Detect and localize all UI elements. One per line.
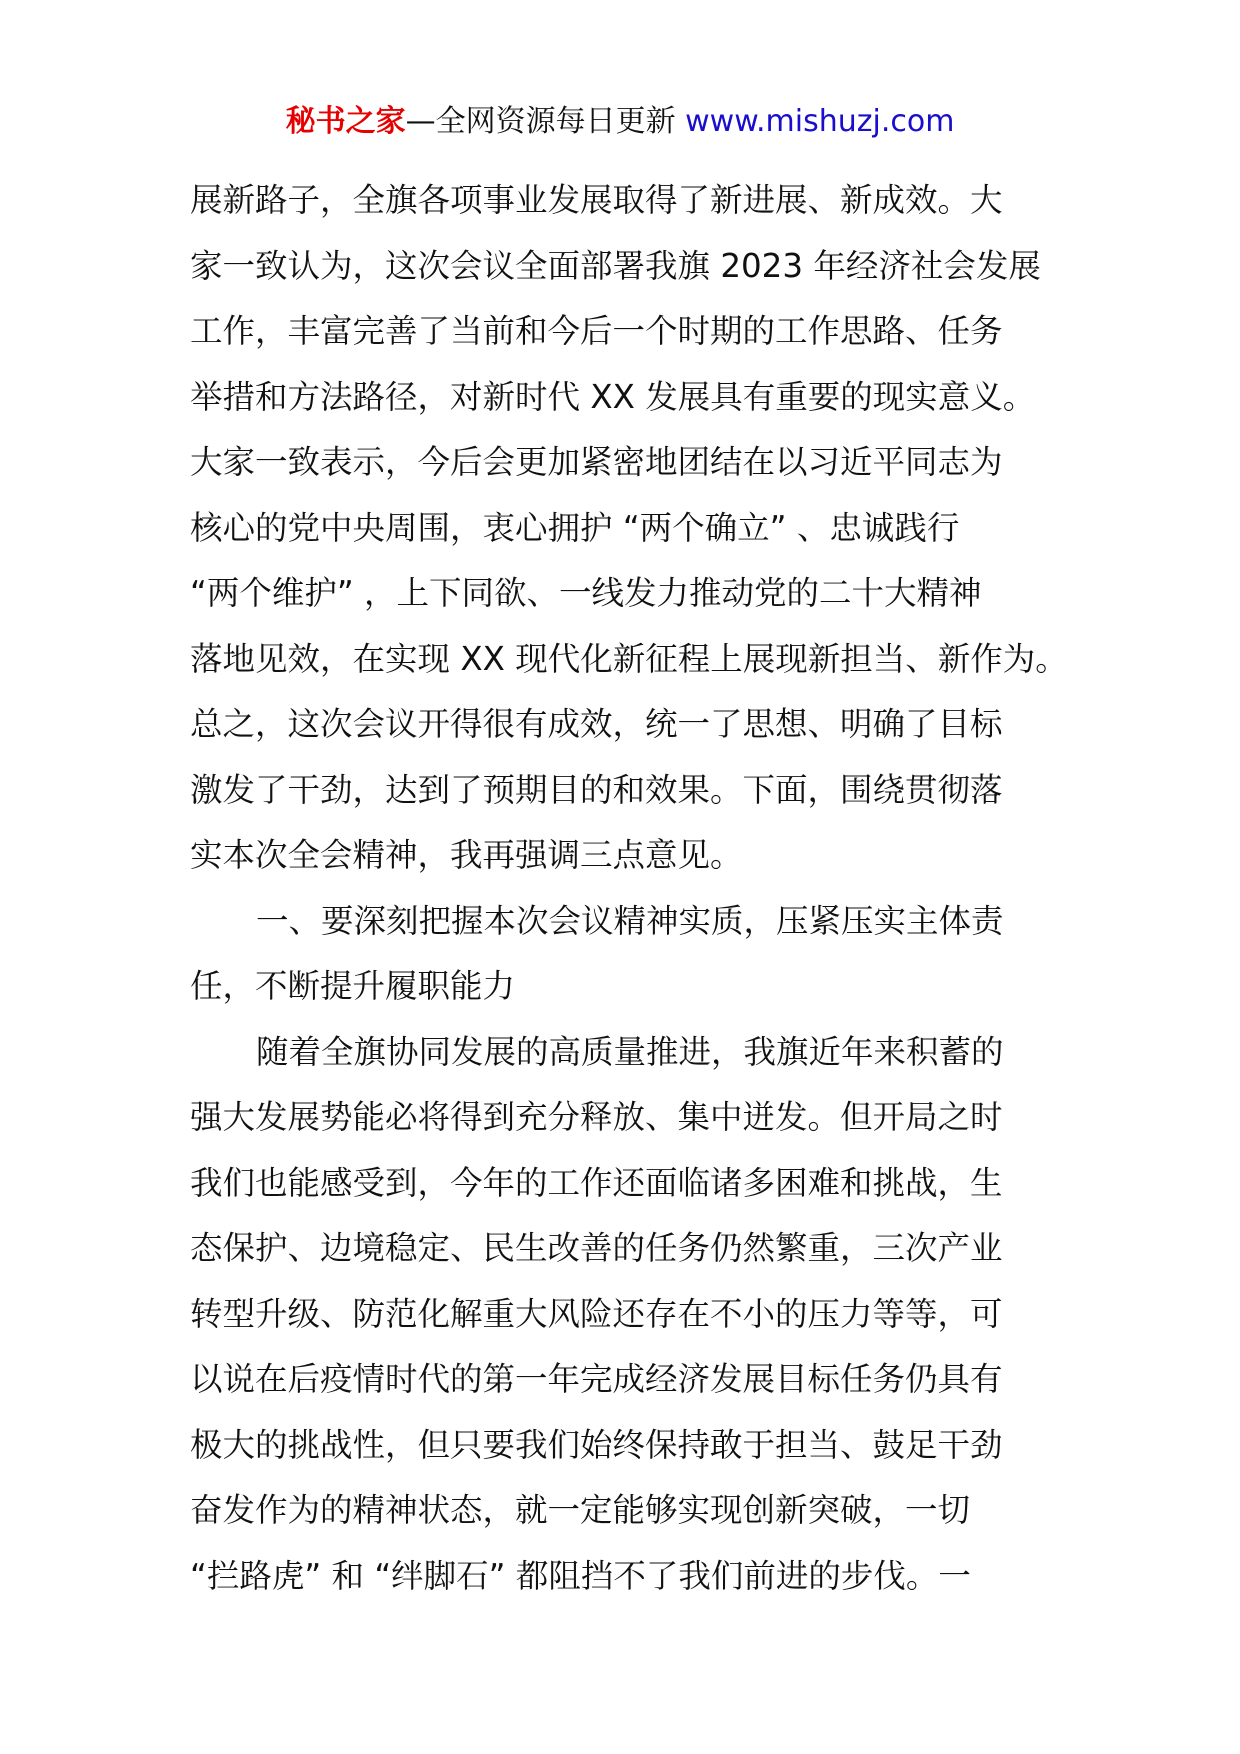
body-line: 总之，这次会议开得很有成效，统一了思想、明确了目标	[190, 705, 1003, 743]
header-tagline: —全网资源每日更新	[405, 104, 676, 139]
body-line: 落地见效，在实现 XX 现代化新征程上展现新担当、新作为。	[190, 639, 1068, 678]
document-body	[190, 168, 1090, 1609]
body-line: 大家一致表示，今后会更加紧密地团结在以习近平同志为	[190, 443, 1003, 481]
body-line: 我们也能感受到，今年的工作还面临诸多困难和挑战，生	[190, 1163, 1003, 1202]
body-line: 实本次全会精神，我再强调三点意见。	[190, 836, 743, 874]
body-line: 工作，丰富完善了当前和今后一个时期的工作思路、任务	[190, 312, 1003, 350]
body-line: 奋发作为的精神状态，就一定能够实现创新突破，一切	[190, 1491, 971, 1529]
body-line: 转型升级、防范化解重大风险还存在不小的压力等等，可	[190, 1294, 1003, 1333]
body-line: “两个维护” ，上下同欲、一线发力推动党的二十大精神	[190, 574, 982, 612]
body-line: 展新路子，全旗各项事业发展取得了新进展、新成效。大	[190, 181, 1003, 219]
section-heading-line: 任，不断提升履职能力	[190, 967, 516, 1005]
body-line: 强大发展势能必将得到充分释放、集中迸发。但开局之时	[190, 1098, 1003, 1136]
body-line: 核心的党中央周围，衷心拥护 “两个确立” 、忠诚践行	[190, 508, 960, 547]
body-line: 极大的挑战性，但只要我们始终保持敢于担当、鼓足干劲	[190, 1425, 1003, 1464]
brand-name: 秘书之家	[285, 104, 406, 139]
body-line: 家一致认为，这次会议全面部署我旗 2023 年经济社会发展	[190, 246, 1041, 285]
body-line: 随着全旗协同发展的高质量推进，我旗近年来积蓄的	[256, 1032, 1004, 1071]
body-line: 态保护、边境稳定、民生改善的任务仍然繁重，三次产业	[190, 1229, 1003, 1267]
body-line: 以说在后疫情时代的第一年完成经济发展目标任务仍具有	[190, 1360, 1003, 1398]
body-line: “拦路虎” 和 “绊脚石” 都阻挡不了我们前进的步伐。一	[190, 1556, 971, 1595]
site-url-link[interactable]: www.mishuzj.com	[685, 104, 955, 139]
body-line: 举措和方法路径，对新时代 XX 发展具有重要的现实意义。	[190, 377, 1036, 416]
page-header	[0, 100, 1240, 144]
body-line: 激发了干劲，达到了预期目的和效果。下面，围绕贯彻落	[190, 770, 1003, 809]
section-heading-line: 一、要深刻把握本次会议精神实质，压紧压实主体责	[256, 901, 1004, 940]
